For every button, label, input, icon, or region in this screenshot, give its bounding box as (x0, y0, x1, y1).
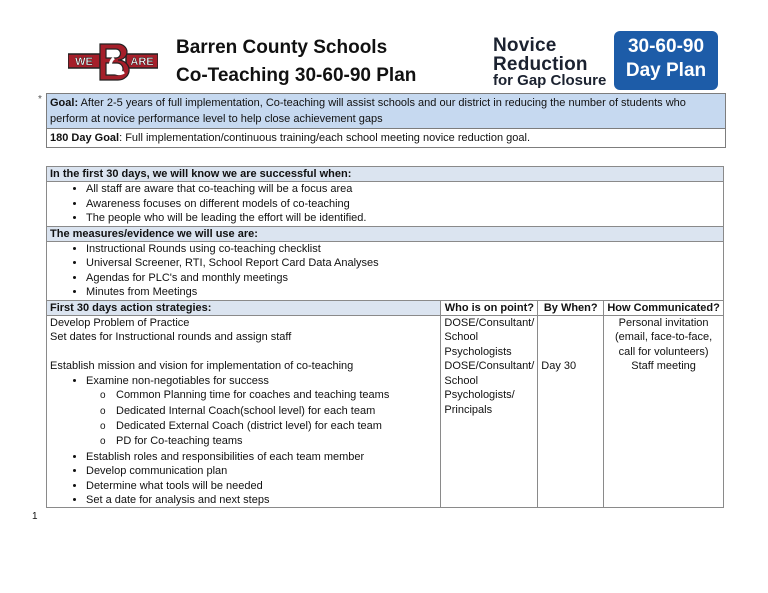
col-by-when: By When? (538, 300, 604, 315)
col-who-on-point: Who is on point? (441, 300, 538, 315)
block1-comm: Personal invitation (email, face-to-face, call for volunteers) (604, 316, 724, 360)
block2-when: Day 30 (538, 359, 604, 508)
measures-heading: The measures/evidence we will use are: (47, 226, 724, 241)
block2-comm: Staff meeting (604, 359, 724, 508)
list-item: • Determine what tools will be needed (86, 479, 437, 493)
sub-list-item: o Dedicated External Coach (district level) for each team (116, 419, 437, 434)
sub-list-item: o Dedicated Internal Coach(school level) for each team (116, 404, 437, 419)
success-list-cell (47, 182, 724, 226)
badge-line1: 30-60-90 (627, 36, 705, 57)
col-how-communicated: How Communicated? (604, 300, 724, 315)
goal-label: Goal: (50, 97, 79, 109)
list-item: • Establish roles and responsibilities of each team member (86, 450, 437, 464)
novice-reduction-logo (493, 37, 613, 89)
day180-label: 180 Day Goal (50, 132, 120, 144)
day180-text: : Full implementation/continuous training/each school meeting novice reduction goal. (119, 132, 530, 144)
sub-list-item: o Common Planning time for coaches and teaching teams (116, 388, 437, 403)
list-item: • Universal Screener, RTI, School Report Card Data Analyses (86, 256, 720, 270)
success-heading: In the first 30 days, we will know we are successful when: (47, 167, 724, 182)
list-item: • Agendas for PLC's and monthly meetings (86, 271, 720, 285)
plan-name: Co-Teaching 30-60-90 Plan (176, 64, 417, 86)
list-item: • The people who will be leading the effort will be identified. (86, 211, 720, 225)
list-item: • Awareness focuses on different models of co-teaching (86, 197, 720, 211)
measures-list (50, 242, 720, 300)
strategy-bullet-text: Examine non-negotiables for success (86, 374, 269, 387)
list-item: • Instructional Rounds using co-teaching checklist (86, 242, 720, 256)
list-item: • Set a date for analysis and next steps (86, 493, 437, 507)
strategies-heading: First 30 days action strategies: (47, 300, 441, 315)
logo-left-text: WE (75, 56, 93, 68)
strategy-list (50, 374, 437, 508)
sub-list-item: o PD for Co-teaching teams (116, 434, 437, 449)
list-item (86, 374, 437, 450)
success-list (50, 182, 720, 225)
list-item: • Develop communication plan (86, 464, 437, 478)
gap-closure-line: for Gap Closure (493, 72, 607, 90)
goal-box (46, 93, 726, 148)
reduction-line: Reduction (493, 53, 588, 75)
strategy-block-2 (47, 359, 441, 508)
page-title (176, 36, 416, 92)
list-item: • All staff are aware that co-teaching will be a focus area (86, 182, 720, 196)
strategy-intro: Establish mission and vision for implementation of co-teaching (50, 360, 354, 373)
block2-point: DOSE/Consultant/ School Psychologists/ Principals (441, 359, 538, 508)
sub-list (86, 388, 437, 450)
badge-line2: Day Plan (625, 59, 707, 81)
table-anchor-marker: * (38, 94, 42, 105)
goal-row (47, 94, 725, 128)
list-item: • Minutes from Meetings (86, 285, 720, 299)
school-name: Barren County Schools (176, 37, 388, 58)
strategy-line: Develop Problem of Practice (50, 317, 190, 330)
block1-when (538, 316, 604, 360)
logo-right-text: ARE (130, 56, 154, 68)
block1-point: DOSE/Consultant/ School Psychologists (441, 316, 538, 360)
novice-line: Novice (493, 35, 557, 56)
day-plan-badge (614, 31, 718, 90)
strategy-line: Set dates for Instructional rounds and assign staff (50, 331, 292, 344)
page-number: 1 (32, 511, 38, 522)
strategy-block-1 (47, 316, 441, 360)
we-are-bc-logo (68, 42, 158, 82)
day180-goal-row (47, 128, 725, 147)
measures-list-cell (47, 242, 724, 301)
goal-text: After 2-5 years of full implementation, Co-teaching will assist schools and our district in reducing the number of students who perform at novice performance level to help close achievement gaps (50, 97, 686, 125)
plan-table (46, 166, 724, 508)
